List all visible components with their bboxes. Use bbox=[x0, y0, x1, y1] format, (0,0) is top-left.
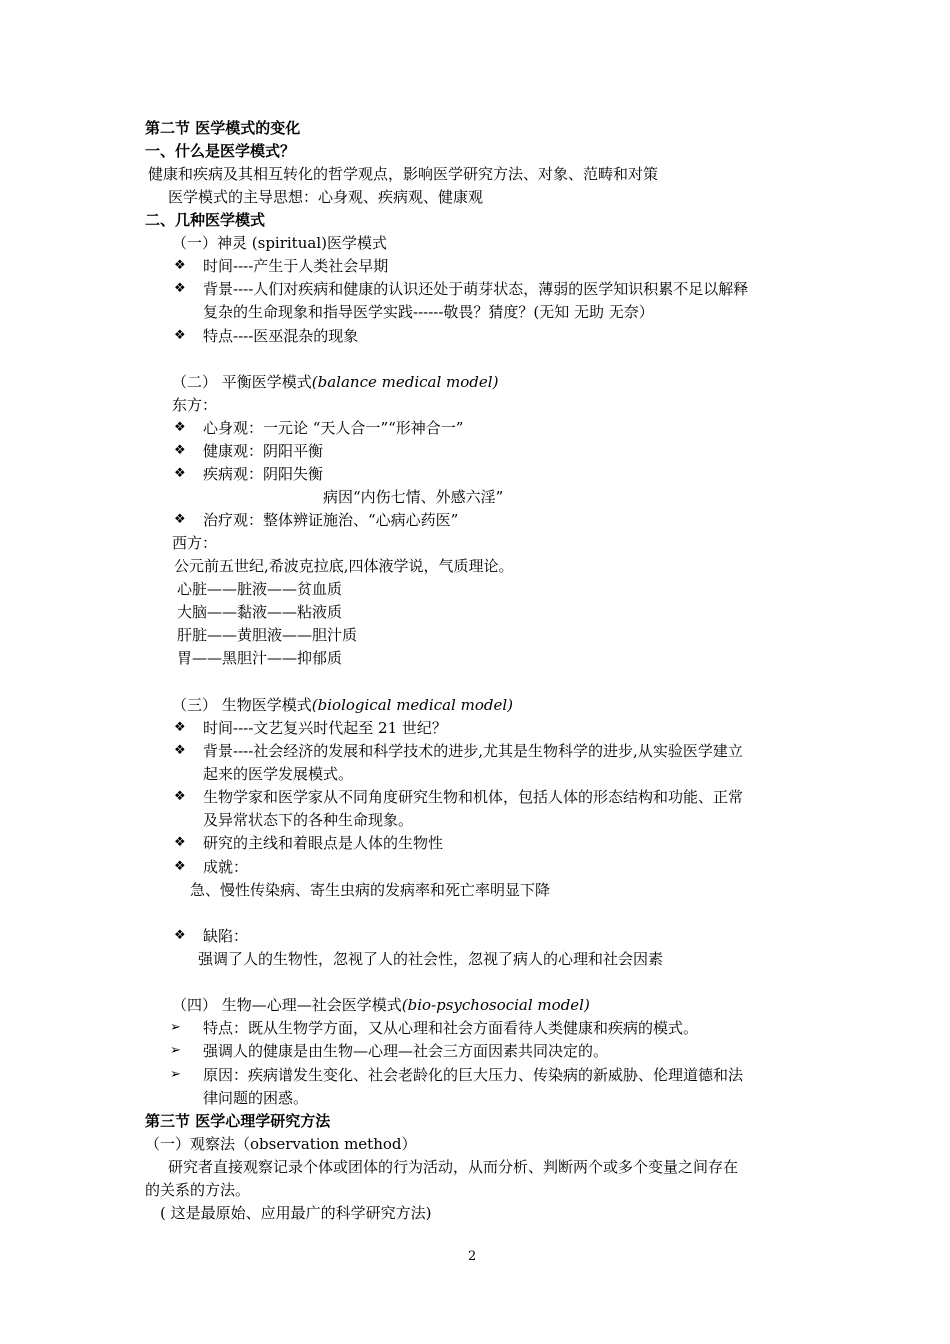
diamond-bullet-icon: ❖ bbox=[174, 443, 186, 458]
diamond-bullet-icon: ❖ bbox=[174, 420, 186, 435]
section-3-title: 第三节 医学心理学研究方法 bbox=[145, 1112, 331, 1130]
subheading-spiritual-model: （一）神灵 (spiritual)医学模式 bbox=[172, 234, 387, 252]
bps-feature: 特点：既从生物学方面，又从心理和社会方面看待人类健康和疾病的模式。 bbox=[203, 1019, 699, 1037]
east-disease: 疾病观：阴阳失衡 bbox=[203, 465, 324, 483]
subheading-balance-model: （二） 平衡医学模式(balance medical model) bbox=[172, 373, 499, 391]
biological-defect-label: 缺陷： bbox=[203, 927, 249, 945]
diamond-bullet-icon: ❖ bbox=[174, 258, 186, 273]
biological-research-line1: 生物学家和医学家从不同角度研究生物和机体，包括人体的形态结构和功能、正常 bbox=[203, 788, 744, 806]
arrow-bullet-icon: ➢ bbox=[170, 1020, 181, 1035]
east-treatment: 治疗观：整体辨证施治、“心病心药医” bbox=[203, 511, 459, 529]
label-west: 西方： bbox=[172, 534, 218, 552]
subheading-observation-method: （一）观察法（observation method） bbox=[145, 1135, 417, 1153]
biological-achievement-text: 急、慢性传染病、寄生虫病的发病率和死亡率明显下降 bbox=[190, 881, 551, 899]
paragraph-definition: 健康和疾病及其相互转化的哲学观点，影响医学研究方法、对象、范畴和对策 bbox=[148, 165, 659, 183]
west-humor-heart: 心脏——脏液——贫血质 bbox=[177, 580, 343, 598]
east-mind-body: 心身观：一元论 “天人合一”“形神合一” bbox=[203, 419, 464, 437]
label-east: 东方： bbox=[172, 396, 218, 414]
observation-note: ( 这是最原始、应用最广的科学研究方法) bbox=[160, 1204, 432, 1222]
diamond-bullet-icon: ❖ bbox=[174, 328, 186, 343]
biological-background-line2: 起来的医学发展模式。 bbox=[203, 765, 354, 783]
diamond-bullet-icon: ❖ bbox=[174, 512, 186, 527]
diamond-bullet-icon: ❖ bbox=[174, 835, 186, 850]
biological-background-line1: 背景----社会经济的发展和科学技术的进步,尤其是生物科学的进步,从实验医学建立 bbox=[203, 742, 743, 760]
west-hippocrates: 公元前五世纪,希波克拉底,四体液学说，气质理论。 bbox=[174, 557, 514, 575]
west-humor-brain: 大脑——黏液——粘液质 bbox=[177, 603, 343, 621]
west-humor-liver: 肝脏——黄胆液——胆汁质 bbox=[177, 626, 358, 644]
spiritual-feature: 特点----医巫混杂的现象 bbox=[203, 327, 359, 345]
subheading-biological-model: （三） 生物医学模式(biological medical model) bbox=[172, 696, 513, 714]
biological-research-line2: 及异常状态下的各种生命现象。 bbox=[203, 811, 414, 829]
diamond-bullet-icon: ❖ bbox=[174, 928, 186, 943]
east-health: 健康观：阴阳平衡 bbox=[203, 442, 324, 460]
observation-paragraph-line1: 研究者直接观察记录个体或团体的行为活动，从而分析、判断两个或多个变量之间存在 bbox=[168, 1158, 739, 1176]
bps-emphasis: 强调人的健康是由生物—心理—社会三方面因素共同决定的。 bbox=[203, 1042, 609, 1060]
biological-time: 时间----文艺复兴时代起至 21 世纪？ bbox=[203, 719, 447, 737]
page-number: 2 bbox=[468, 1249, 477, 1264]
biological-defect-text: 强调了人的生物性，忽视了人的社会性，忽视了病人的心理和社会因素 bbox=[198, 950, 664, 968]
bps-reason-line1: 原因：疾病谱发生变化、社会老龄化的巨大压力、传染病的新威胁、伦理道德和法 bbox=[203, 1066, 744, 1084]
spiritual-background-line1: 背景----人们对疾病和健康的认识还处于萌芽状态，薄弱的医学知识积累不足以解释 bbox=[203, 280, 749, 298]
diamond-bullet-icon: ❖ bbox=[174, 720, 186, 735]
arrow-bullet-icon: ➢ bbox=[170, 1067, 181, 1082]
diamond-bullet-icon: ❖ bbox=[174, 789, 186, 804]
section-2-title: 第二节 医学模式的变化 bbox=[145, 119, 301, 137]
observation-paragraph-line2: 的关系的方法。 bbox=[145, 1181, 251, 1199]
diamond-bullet-icon: ❖ bbox=[174, 743, 186, 758]
heading-what-is-medical-model: 一、什么是医学模式？ bbox=[145, 142, 296, 160]
heading-several-models: 二、几种医学模式 bbox=[145, 211, 266, 229]
east-disease-cause: 病因“内伤七情、外感六淫” bbox=[323, 488, 504, 506]
diamond-bullet-icon: ❖ bbox=[174, 859, 186, 874]
biological-achievement-label: 成就： bbox=[203, 858, 249, 876]
diamond-bullet-icon: ❖ bbox=[174, 281, 186, 296]
paragraph-main-ideas: 医学模式的主导思想：心身观、疾病观、健康观 bbox=[168, 188, 484, 206]
spiritual-time: 时间----产生于人类社会早期 bbox=[203, 257, 389, 275]
spiritual-background-line2: 复杂的生命现象和指导医学实践------敬畏？猜度？(无知 无助 无奈） bbox=[203, 303, 654, 321]
arrow-bullet-icon: ➢ bbox=[170, 1043, 181, 1058]
bps-reason-line2: 律问题的困惑。 bbox=[203, 1089, 309, 1107]
diamond-bullet-icon: ❖ bbox=[174, 466, 186, 481]
west-humor-stomach: 胃——黑胆汁——抑郁质 bbox=[177, 649, 343, 667]
biological-focus: 研究的主线和着眼点是人体的生物性 bbox=[203, 834, 444, 852]
subheading-bio-psychosocial-model: （四） 生物—心理—社会医学模式(bio-psychosocial model) bbox=[172, 996, 590, 1014]
